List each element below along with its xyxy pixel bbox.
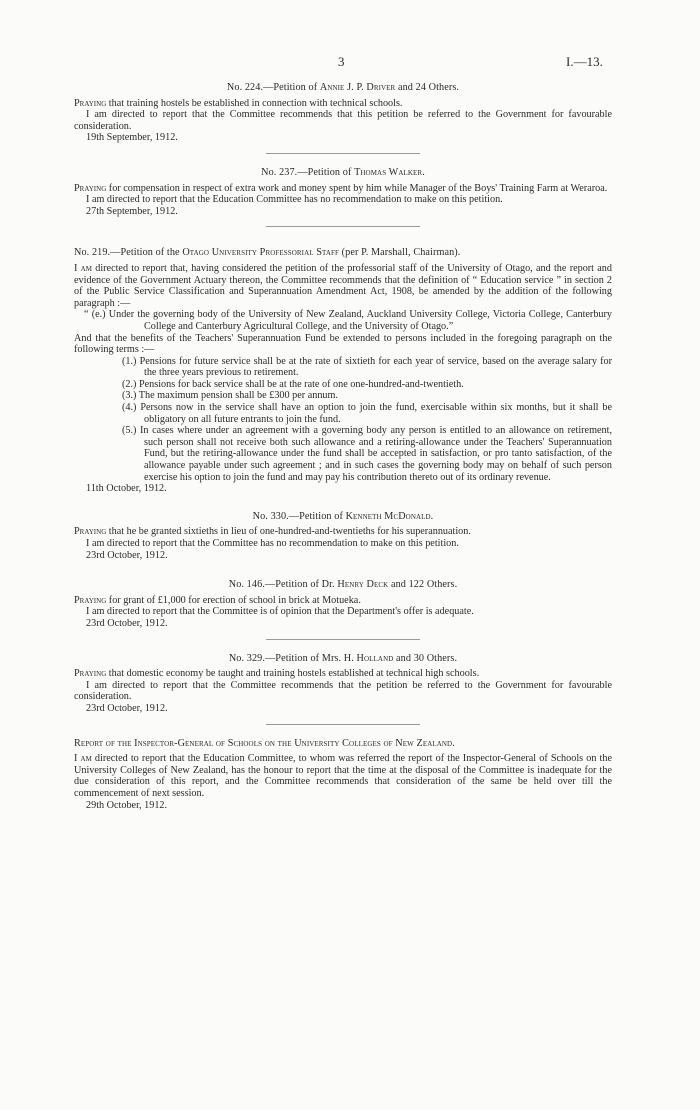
- report-date: 19th September, 1912.: [86, 132, 178, 144]
- report-paragraph: I am directed to report that, having considered the petition of the professorial staff of the University of Otago, and the report and evidence of the Government Actuary thereon, the Committee recommends that the definition of “ Education service ” in section 2 of the Public Service Classification and Superannuation Amendment Act, 1908, be amended by the addition of the following paragraph :—: [74, 262, 612, 309]
- report-date: 23rd October, 1912.: [86, 617, 168, 629]
- term-item: (1.) Pensions for future service shall be at the rate of sixtieth for each year of service, based on the average salary for the three years previous to retirement.: [122, 355, 612, 379]
- report-paragraph: I am directed to report that the Committee recommends that this petition be referred to the Government for favourable consideration.: [74, 109, 612, 132]
- page-number: 3: [338, 54, 345, 69]
- report-paragraph: I am directed to report that the Education Committee has no recommendation to make on this petition.: [86, 194, 503, 206]
- terms-list: [74, 356, 612, 484]
- petition-330: [74, 511, 612, 561]
- petition-title: No. 237.—Petition of Thomas Walker.: [261, 166, 425, 178]
- report-date: 11th October, 1912.: [86, 483, 167, 495]
- report-date: 29th October, 1912.: [86, 799, 168, 811]
- section-divider: [266, 724, 420, 725]
- report-date: 23rd October, 1912.: [86, 549, 168, 561]
- report-date: 27th September, 1912.: [86, 205, 178, 217]
- term-item: (5.) In cases where under an agreement with a governing body any person is entitled to an allowance on retirement, such person shall not receive both such allowance and a retiring-allowance under the Teachers' Superannuation Fund, but the retiring-allowance under the fund shall be accepted in satisfaction, or pro tanto satisfaction, of the allowance payable under such agreement ; and in such cases the governing body may on behalf of such person exercise his option to join the fund and may pay his contribution thereto out of its ordinary revenue.: [122, 425, 612, 483]
- petition-title: No. 219.—Petition of the Otago University Professorial Staff (per P. Marshall, Chairman).: [74, 247, 461, 259]
- term-item: (4.) Persons now in the service shall have an option to join the fund, exercisable within six months, but it shall be obligatory on all future entrants to join the fund.: [122, 402, 612, 425]
- section-divider: [266, 639, 420, 640]
- petition-title: No. 146.—Petition of Dr. Henry Deck and 122 Others.: [228, 579, 458, 591]
- petition-146: [74, 579, 612, 629]
- praying-paragraph: Praying that training hostels be established in connection with technical schools.: [74, 97, 403, 109]
- petition-224: [74, 82, 612, 144]
- report-date: 23rd October, 1912.: [86, 702, 168, 714]
- petition-219: [74, 247, 612, 494]
- petition-329: [74, 653, 612, 715]
- inspector-general-report: [74, 738, 612, 812]
- petition-title: No. 329.—Petition of Mrs. H. Holland and 30 Others.: [228, 652, 458, 664]
- term-item: (3.) The maximum pension shall be £300 per annum.: [122, 390, 338, 402]
- report-title: Report of the Inspector-General of Schools on the University Colleges of New Zealand.: [74, 737, 455, 749]
- praying-paragraph: Praying for compensation in respect of extra work and money spent by him while Manager of the Boys' Training Farm at Weraroa.: [74, 182, 608, 194]
- benefits-paragraph: And that the benefits of the Teachers' Superannuation Fund be extended to persons included in the foregoing paragraph on the following terms :—: [74, 332, 612, 356]
- report-paragraph: I am directed to report that the Committee recommends that the petition be referred to the Government for favourable consideration.: [74, 679, 612, 703]
- section-divider: [266, 153, 420, 154]
- term-item: (2.) Pensions for back service shall be at the rate of one one-hundred-and-twentieth.: [122, 378, 464, 390]
- praying-paragraph: Praying that he be granted sixtieths in lieu of one-hundred-and-twentieths for his superannuation.: [74, 526, 471, 538]
- quoted-paragraph: “ (e.) Under the governing body of the University of New Zealand, Auckland University College, Victoria College, Canterbury College and Canterbury Agricultural College, and the University of Otago.”: [84, 309, 612, 332]
- document-code: I.—13.: [566, 54, 603, 69]
- report-paragraph: I am directed to report that the Committee is of opinion that the Department's offer is adequate.: [86, 606, 474, 618]
- petition-title: No. 330.—Petition of Kenneth McDonald.: [252, 510, 434, 522]
- petition-237: [74, 167, 612, 217]
- page-body: [74, 50, 612, 811]
- praying-paragraph: Praying for grant of £1,000 for erection of school in brick at Motueka.: [74, 594, 361, 606]
- praying-paragraph: Praying that domestic economy be taught and training hostels established at technical high schools.: [74, 668, 480, 680]
- report-paragraph: I am directed to report that the Education Committee, to whom was referred the report of the Inspector-General of Schools on the University Colleges of New Zealand, has the honour to report that the time at the disposal of the Committee is inadequate for the due consideration of this report, and the Committee recommends that consideration of the same be held over till the commencement of next session.: [74, 753, 613, 799]
- section-divider: [266, 226, 420, 227]
- report-paragraph: I am directed to report that the Committee has no recommendation to make on this petition.: [86, 538, 459, 549]
- petition-title: No. 224.—Petition of Annie J. P. Driver and 24 Others.: [226, 82, 460, 93]
